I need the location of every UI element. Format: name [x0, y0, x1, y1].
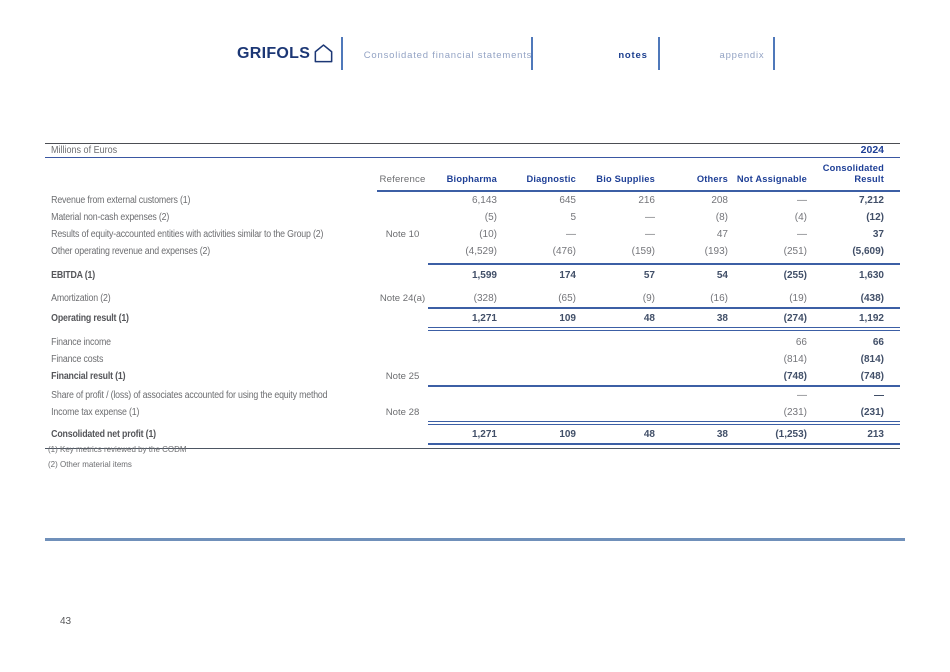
row-label: Other operating revenue and expenses (2)	[51, 246, 210, 258]
home-icon-svg	[312, 42, 335, 65]
row-label: Financial result (1)	[51, 371, 126, 383]
value-cell: (19)	[789, 292, 807, 304]
footnote-1: (1) Key metrics reviewed by the CODM	[48, 444, 187, 454]
row-label: Results of equity-accounted entities with activities similar to the Group (2)	[51, 229, 324, 241]
value-cell: (8)	[715, 212, 728, 224]
value-cell: 174	[559, 270, 576, 282]
value-cell: —	[874, 390, 884, 402]
value-cell: (12)	[866, 212, 884, 224]
col-header-not-assignable: Not Assignable	[736, 174, 807, 185]
table-row	[45, 404, 900, 421]
grifols-logo[interactable]: GRIFOLS	[237, 45, 311, 62]
table-body	[45, 192, 900, 449]
nav-divider	[341, 37, 343, 70]
row-reference: Note 28	[385, 407, 420, 419]
value-cell: (251)	[783, 246, 807, 258]
col-header-others: Others	[696, 174, 728, 185]
value-cell: 7,212	[858, 195, 884, 207]
value-cell: (16)	[710, 292, 728, 304]
value-cell: 1,271	[471, 428, 497, 440]
col-header-biopharma: Biopharma	[446, 174, 497, 185]
table-row	[45, 290, 900, 306]
col-header-diagnostic: Diagnostic	[526, 174, 576, 185]
row-reference: Note 10	[385, 229, 420, 241]
value-cell: —	[797, 390, 807, 402]
value-cell: 48	[643, 312, 655, 324]
row-reference: Note 24(a)	[379, 292, 426, 304]
nav-notes[interactable]: notes	[618, 50, 648, 61]
table-row	[45, 309, 900, 327]
value-cell: (4,529)	[465, 246, 497, 258]
value-cell: 47	[716, 229, 728, 241]
segment-results-table	[45, 143, 900, 449]
footnote-2: (2) Other material items	[48, 459, 132, 469]
value-cell: 1,192	[858, 312, 884, 324]
row-label: Material non-cash expenses (2)	[51, 212, 170, 224]
value-cell: 1,599	[471, 270, 497, 282]
value-cell: 6,143	[471, 195, 497, 207]
value-cell: (748)	[783, 371, 807, 383]
value-cell: 38	[716, 312, 728, 324]
value-cell: 645	[559, 195, 576, 207]
value-cell: (10)	[479, 229, 497, 241]
table-row	[45, 387, 900, 404]
value-cell: 213	[867, 428, 884, 440]
table-header-row	[45, 158, 900, 190]
row-label: Amortization (2)	[51, 292, 111, 304]
table-row	[45, 226, 900, 243]
table-rule	[428, 443, 900, 445]
value-cell: —	[645, 212, 655, 224]
value-cell: 1,630	[858, 270, 884, 282]
value-cell: (814)	[783, 354, 807, 366]
value-cell: (255)	[783, 270, 807, 282]
row-label: Consolidated net profit (1)	[51, 428, 156, 440]
value-cell: (1,253)	[775, 428, 807, 440]
row-label: Revenue from external customers (1)	[51, 195, 191, 207]
table-unit-label: Millions of Euros	[51, 144, 118, 156]
value-cell: 57	[643, 270, 655, 282]
value-cell: 208	[711, 195, 728, 207]
value-cell: —	[797, 229, 807, 241]
table-row	[45, 243, 900, 260]
col-header-bio-supplies: Bio Supplies	[596, 174, 655, 185]
row-label: Finance costs	[51, 354, 104, 366]
nav-appendix[interactable]: appendix	[719, 50, 765, 61]
table-row	[45, 334, 900, 351]
col-header-reference: Reference	[379, 173, 426, 185]
value-cell: —	[566, 229, 576, 241]
row-label: Finance income	[51, 337, 111, 349]
value-cell: —	[645, 229, 655, 241]
value-cell: (748)	[860, 371, 884, 383]
value-cell: 109	[559, 312, 576, 324]
row-reference: Note 25	[385, 371, 420, 383]
value-cell: 66	[795, 337, 807, 349]
value-cell: 1,271	[471, 312, 497, 324]
value-cell: 38	[716, 428, 728, 440]
value-cell: 5	[570, 212, 576, 224]
value-cell: 66	[872, 337, 884, 349]
value-cell: (4)	[794, 212, 807, 224]
value-cell: (5)	[484, 212, 497, 224]
footer-divider	[45, 538, 905, 541]
value-cell: (193)	[704, 246, 728, 258]
value-cell: (438)	[860, 292, 884, 304]
value-cell: (328)	[473, 292, 497, 304]
col-header-consolidated-result: Consolidated Result	[822, 163, 884, 185]
value-cell: (476)	[552, 246, 576, 258]
home-icon[interactable]	[312, 42, 335, 65]
value-cell: —	[797, 195, 807, 207]
table-row	[45, 192, 900, 209]
row-label: Share of profit / (loss) of associates accounted for using the equity method	[51, 390, 328, 402]
table-row	[45, 265, 900, 286]
row-label: Operating result (1)	[51, 312, 129, 324]
value-cell: 48	[643, 428, 655, 440]
value-cell: 216	[638, 195, 655, 207]
row-label: Income tax expense (1)	[51, 407, 140, 419]
value-cell: (274)	[783, 312, 807, 324]
value-cell: (231)	[860, 407, 884, 419]
value-cell: (65)	[558, 292, 576, 304]
value-cell: 54	[716, 270, 728, 282]
value-cell: (814)	[860, 354, 884, 366]
table-row	[45, 368, 900, 385]
page-number: 43	[60, 616, 72, 627]
value-cell: (231)	[783, 407, 807, 419]
table-row	[45, 209, 900, 226]
value-cell: (9)	[642, 292, 655, 304]
value-cell: (5,609)	[852, 246, 884, 258]
value-cell: 37	[872, 229, 884, 241]
nav-consolidated-financial-statements[interactable]: Consolidated financial statements	[363, 50, 533, 61]
row-label: EBITDA (1)	[51, 270, 96, 282]
table-title-band	[45, 143, 900, 158]
table-row	[45, 351, 900, 368]
value-cell: 109	[559, 428, 576, 440]
table-year: 2024	[860, 144, 884, 156]
value-cell: (159)	[631, 246, 655, 258]
table-row	[45, 425, 900, 443]
